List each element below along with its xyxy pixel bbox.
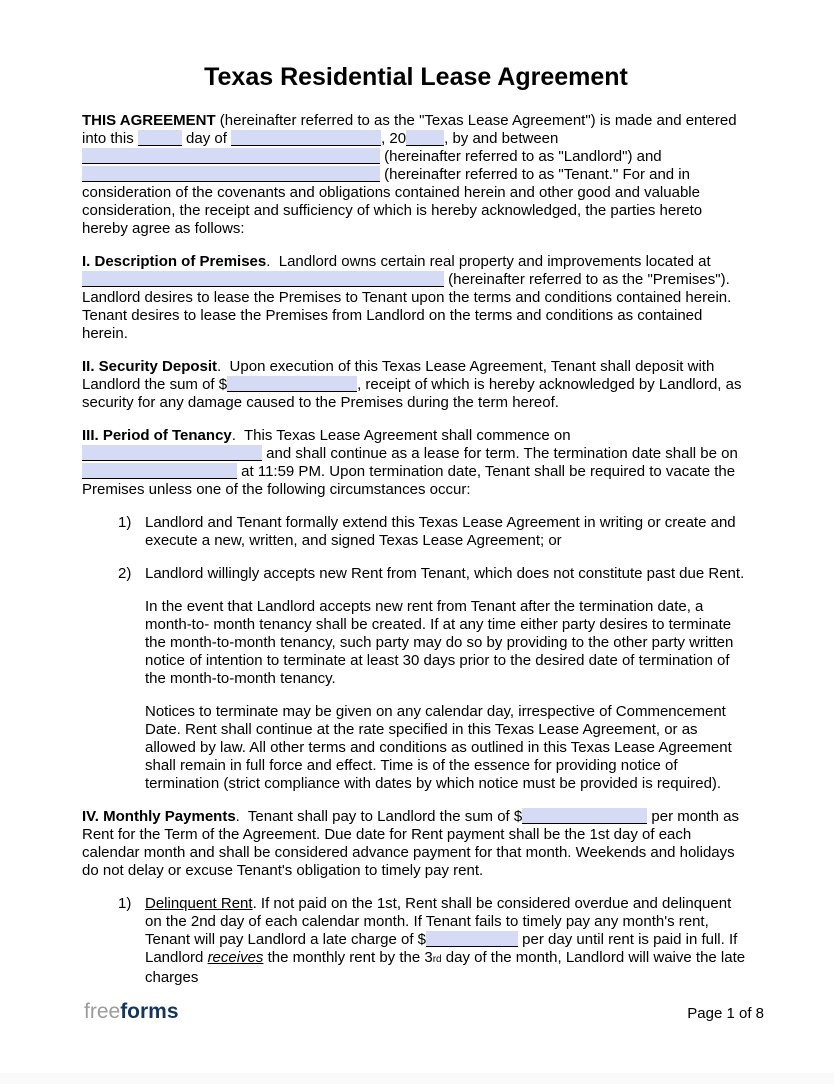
text-run: the monthly rent by the 3 [263,949,433,966]
text-run: . Upon execution of this Texas Lease Agreement, Tenant shall deposit with Landlord the sum of $ [82,358,715,393]
text-run: Landlord and Tenant formally extend this Texas Lease Agreement in writing or create and execute a new, written, and signed Texas Lease Agreement; or [145,514,736,549]
text-run: Notices to terminate may be given on any calendar day, irrespective of Commencement Date. Rent shall continue at the rate specified in this Texas Lease Agreement, or as allowed by law. All other terms and conditions as outlined in this Texas Lease Agreement shall remain in full force and effect. Time is of the essence for providing notice of termination (strict compliance with dates by which notice must be provided is required). [145,703,732,792]
list-item-content [145,895,750,987]
commencement-date-blank[interactable] [82,445,262,461]
document-content [82,62,750,1002]
text-run: THIS AGREEMENT [82,112,220,129]
text-run: (hereinafter referred to as the "Texas Lease Agreement") is made and entered into this [82,112,737,147]
list-item-content [145,565,750,583]
late-charge-blank[interactable] [426,931,518,947]
month-to-month-paragraph [145,598,750,688]
text-run: at 11:59 PM. Upon termination date, Tenant shall be required to vacate the Premises unless one of the following circumstances occur: [82,463,736,498]
text-run: In the event that Landlord accepts new rent from Tenant after the termination date, a month-to- month tenancy shall be created. If at any time either party desires to terminate the month-to-month tenancy, such party may do so by providing to the other party written notice of intention to terminate at least 30 days prior to the desired date of termination of the month-to-month tenancy. [145,598,734,687]
text-run: per month as Rent for the Term of the Agreement. Due date for Rent payment shall be the 1st day of each calendar month and shall be considered advance payment for that month. Weekends and holidays do not delay or excuse Tenant's obligation to timely pay rent. [82,808,739,879]
tenancy-item-1 [118,514,750,550]
text-run: day of the month, Landlord will waive the late charges [145,949,746,986]
page-number: Page 1 of 8 [687,1005,764,1022]
delinquent-rent-term: Delinquent Rent [145,895,253,912]
tenant-name-blank[interactable] [82,166,380,182]
freeforms-logo-forms: forms [120,1000,179,1023]
text-run: , 20 [381,130,407,147]
text-run: (hereinafter referred to as "Landlord") and [380,148,662,165]
premises-address-blank[interactable] [82,271,444,287]
text-run: . This Texas Lease Agreement shall commence on [231,427,571,444]
delinquent-rent-item [118,895,750,987]
termination-date-blank[interactable] [82,463,237,479]
month-blank[interactable] [231,130,381,146]
text-run: IV. Monthly Payments [82,808,236,825]
text-run: . Tenant shall pay to Landlord the sum of $ [235,808,523,825]
page-bottom-edge [0,1073,834,1084]
freeforms-logo-free: free [84,1000,121,1023]
tenancy-item-2 [118,565,750,583]
text-run: and shall continue as a lease for term. The termination date shall be on [262,445,738,462]
text-run: I. Description of Premises [82,253,267,270]
text-run: per day until rent is paid in full. If Landlord [145,931,738,966]
monthly-rent-blank[interactable] [522,808,647,824]
text-run: (hereinafter referred to as "Tenant." For and in consideration of the covenants and obligations contained herein and other good and valuable consideration, the receipt and sufficiency of which is hereby acknowledged, the parties hereto hereby agree as follows: [82,166,703,237]
text-run: , by and between [444,130,559,147]
document-body [82,112,750,987]
text-run: . Landlord owns certain real property and improvements located at [266,253,711,270]
deposit-amount-blank[interactable] [227,376,357,392]
section-iv-paragraph [82,808,750,880]
section-iii-paragraph [82,427,750,499]
list-marker: 1) [118,895,132,912]
list-marker: 1) [118,514,132,531]
text-run: (hereinafter referred to as the "Premises"). Landlord desires to lease the Premises to Tenant upon the terms and conditions contained herein. Tenant desires to lease the Premises from Landlord on the terms and conditions as contained herein. [82,271,732,342]
section-ii-paragraph [82,358,750,412]
notices-paragraph [145,703,750,793]
text-run: Landlord willingly accepts new Rent from Tenant, which does not constitute past due Rent. [145,565,745,582]
list-marker: 2) [118,565,132,582]
section-i-paragraph [82,253,750,343]
document-title: Texas Residential Lease Agreement [204,63,628,91]
text-run: II. Security Deposit [82,358,218,375]
receives-term: receives [207,949,264,966]
day-blank[interactable] [138,130,182,146]
freeforms-logo [84,1000,179,1024]
list-item-content [145,514,750,550]
text-run: , receipt of which is hereby acknowledged by Landlord, as security for any damage caused to the Premises during the term hereof. [82,376,742,411]
landlord-name-blank[interactable] [82,148,380,164]
text-run: . If not paid on the 1st, Rent shall be considered overdue and delinquent on the 2nd day of each calendar month. If Tenant fails to timely pay any month's rent, Tenant will pay Landlord a late charge of $ [145,895,732,948]
text-run: day of [181,130,232,147]
ordinal-suffix: rd [432,954,442,965]
intro-paragraph [82,112,750,238]
text-run: III. Period of Tenancy [82,427,232,444]
year-blank[interactable] [406,130,444,146]
